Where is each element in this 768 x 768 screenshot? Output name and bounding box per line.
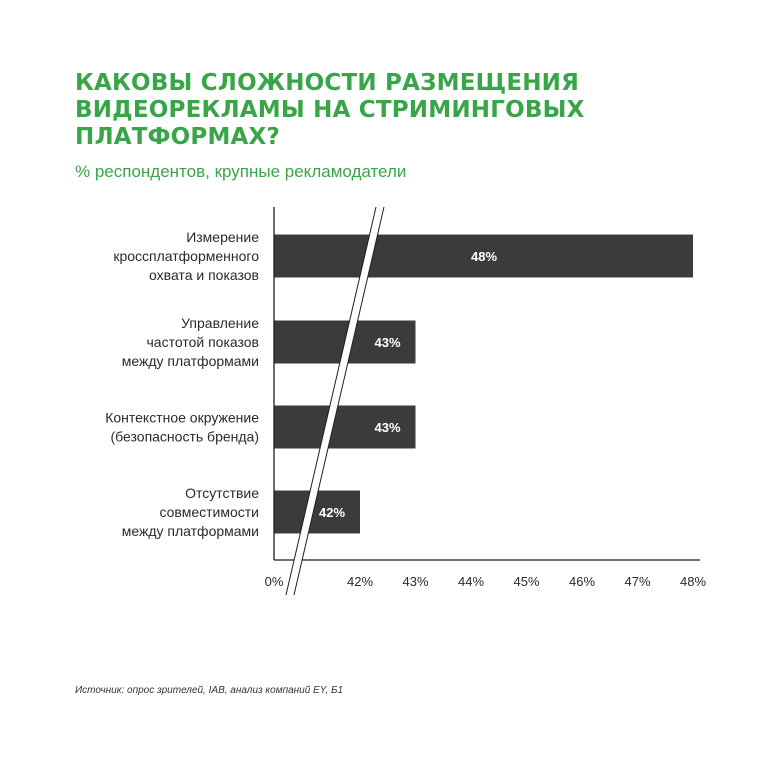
category-label-line: между платформами bbox=[121, 353, 259, 369]
bar-value-label: 43% bbox=[374, 420, 401, 435]
x-tick-label: 42% bbox=[346, 574, 374, 589]
category-label-line: Управление bbox=[181, 315, 259, 331]
source-note: Источник: опрос зрителей, IAB, анализ компаний EY, Б1 bbox=[75, 685, 344, 696]
category-label-line: между платформами bbox=[121, 523, 259, 539]
bar-value-label: 42% bbox=[318, 505, 346, 520]
category-label bbox=[122, 485, 259, 539]
category-label-line: Отсутствие bbox=[185, 485, 259, 501]
category-label-line: Контекстное окружение bbox=[105, 409, 259, 426]
category-label bbox=[105, 410, 259, 445]
category-label-line: (безопасность бренда) bbox=[110, 428, 259, 445]
category-label bbox=[113, 229, 259, 283]
x-tick-label: 43% bbox=[402, 574, 429, 589]
x-tick-label: 46% bbox=[568, 574, 596, 589]
x-tick-label: 44% bbox=[457, 574, 485, 589]
x-tick-label: 48% bbox=[679, 574, 707, 589]
chart-title: КАКОВЫ СЛОЖНОСТИ РАЗМЕЩЕНИЯ ВИДЕОРЕКЛАМЫ НА СТРИМИНГОВЫХ ПЛАТФОРМАХ? bbox=[75, 70, 585, 150]
category-label-line: кроссплатформенного bbox=[113, 248, 259, 264]
category-label-line: охвата и показов bbox=[149, 267, 259, 283]
bar-value-label: 48% bbox=[470, 249, 498, 264]
category-label bbox=[122, 315, 259, 369]
category-label-line: частотой показов bbox=[146, 334, 259, 350]
category-label-line: совместимости bbox=[159, 504, 259, 520]
x-tick-label: 47% bbox=[624, 574, 651, 589]
x-tick-label: 45% bbox=[513, 574, 540, 589]
category-label-line: Измерение bbox=[186, 229, 259, 245]
bar-value-label: 43% bbox=[374, 335, 401, 350]
chart-subtitle: % респондентов, крупные рекламодатели bbox=[75, 162, 407, 181]
x-tick-label: 0% bbox=[264, 574, 284, 589]
